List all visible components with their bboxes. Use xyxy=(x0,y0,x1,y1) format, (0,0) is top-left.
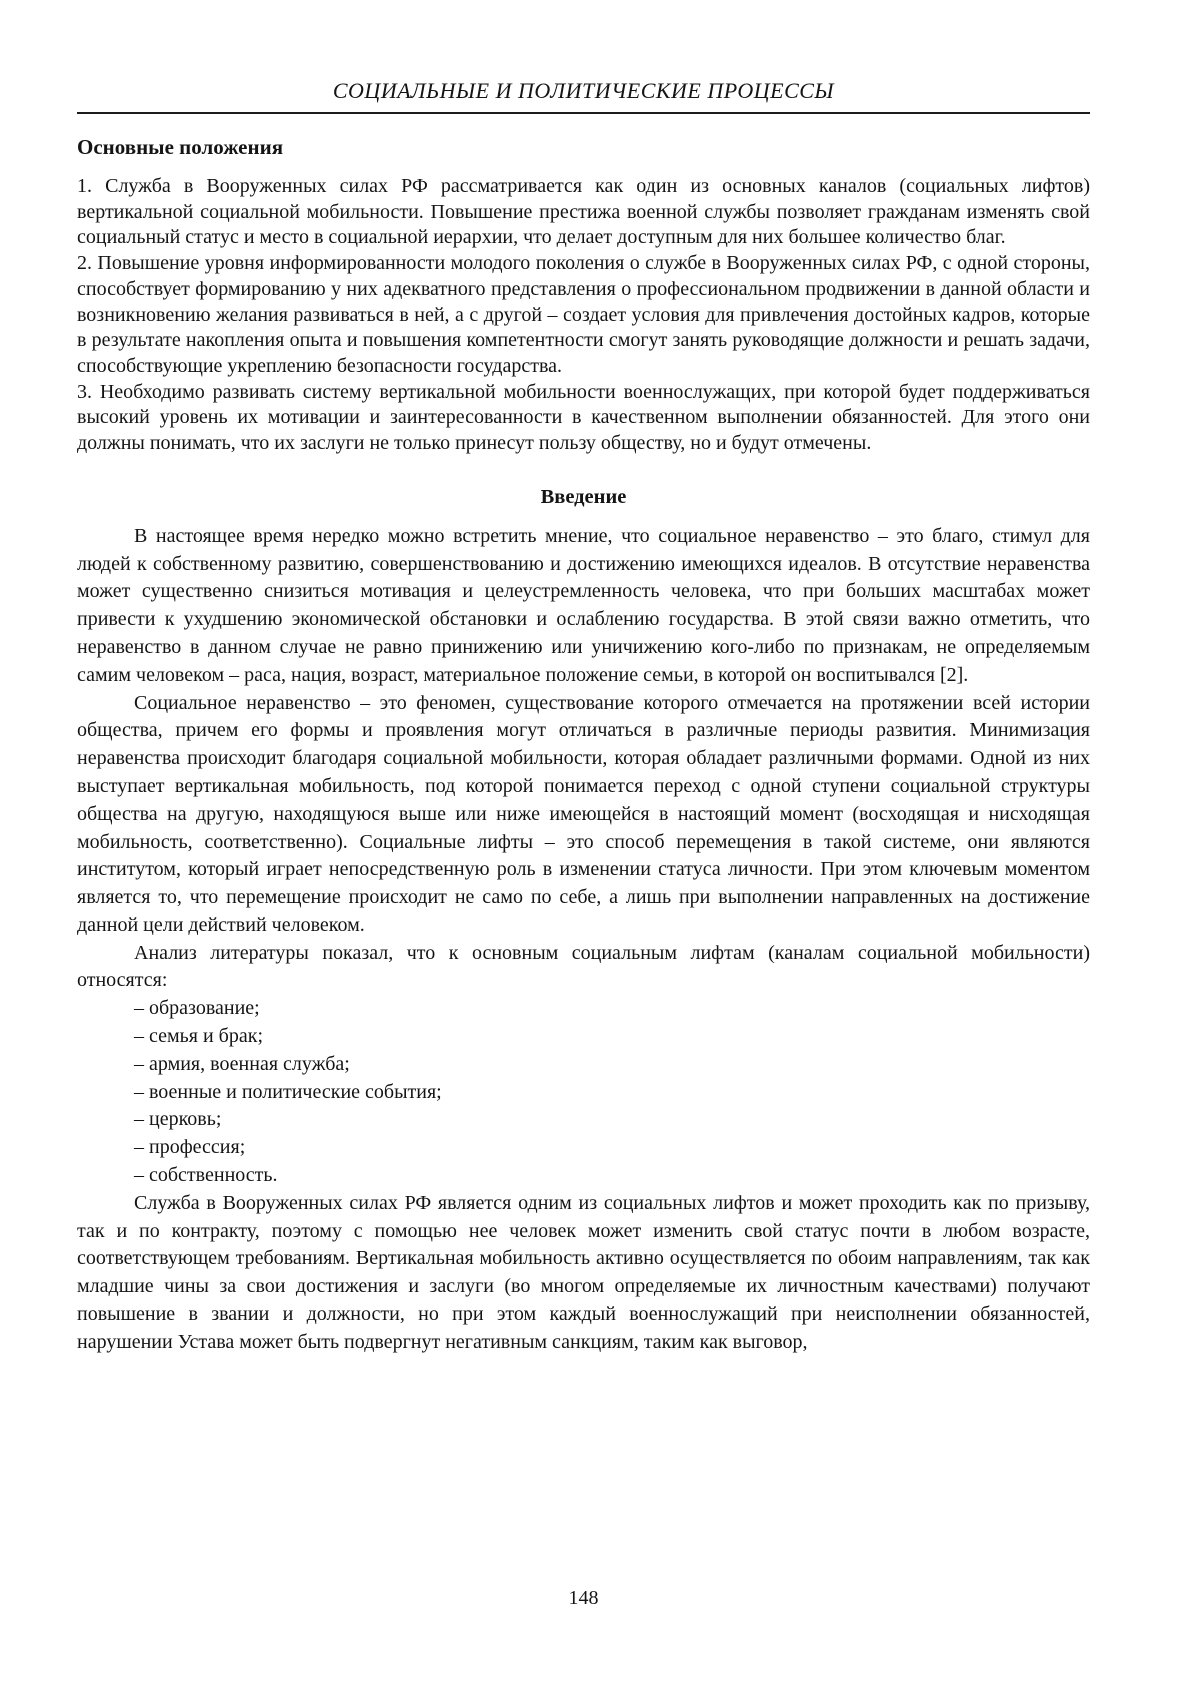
social-lifts-list xyxy=(77,995,1090,1190)
introduction-paragraph-3: Анализ литературы показал, что к основным социальным лифтам (каналам социальной мобильности) относятся: xyxy=(77,941,1090,992)
list-item-family: – семья и брак; xyxy=(134,1025,264,1048)
key-point-paragraph-2: 2. Повышение уровня информированности молодого поколения о службе в Вооруженных силах РФ, с одной стороны, способствует формированию у них адекватного представления о профессиональном продвижении в данной области и возникновению желания развиваться в ней, а с другой – создает условия для привлечения достойных кадров, которые в результате накопления опыта и повышения компетентности смогут занять руководящие должности и решать задачи, способствующие укреплению безопасности государства. xyxy=(77,252,1090,377)
list-item-events: – военные и политические события; xyxy=(134,1080,442,1103)
introduction-heading: Введение xyxy=(540,485,627,508)
page-header xyxy=(77,0,1090,114)
list-item-education: – образование; xyxy=(134,997,260,1020)
list-item-church: – церковь; xyxy=(134,1108,222,1131)
introduction-paragraph-1: В настоящее время нередко можно встретить мнение, что социальное неравенство – это благо, стимул для людей к собственному развитию, совершенствованию и достижению имеющихся идеалов. В отсутствие неравенства может существенно снизиться мотивация и целеустремленность человека, что при больших масштабах может привести к ухудшению экономической обстановки и ослаблению государства. В этой связи важно отметить, что неравенство в данном случае не равно принижению или уничижению кого-либо по признакам, не определяемым самим человеком – раса, нация, возраст, материальное положение семьи, в которой он воспитывался [2]. xyxy=(77,524,1090,686)
section-introduction xyxy=(77,484,1090,1357)
key-point-paragraph-1: 1. Служба в Вооруженных силах РФ рассматривается как один из основных каналов (социальных лифтов) вертикальной социальной мобильности. Повышение престижа военной службы позволяет гражданам изменять свой социальный статус и место в социальной иерархии, что делает доступным для них большее количество благ. xyxy=(77,175,1090,249)
section-key-points xyxy=(77,134,1090,457)
key-points-heading: Основные положения xyxy=(77,135,284,159)
list-item-army: – армия, военная служба; xyxy=(134,1052,350,1075)
page-number: 148 xyxy=(568,1587,599,1609)
list-item-property: – собственность. xyxy=(134,1164,278,1187)
page-content xyxy=(77,0,1090,1357)
introduction-paragraph-2: Социальное неравенство – это феномен, существование которого отмечается на протяжении всей истории общества, причем его формы и проявления могут отличаться в различные периоды развития. Минимизация неравенства происходит благодаря социальной мобильности, которая обладает различными формами. Одной из них выступает вертикальная мобильность, под которой понимается переход с одной ступени социальной структуры общества на другую, находящуюся выше или ниже имеющейся в настоящий момент (восходящая и нисходящая мобильность, соответственно). Социальные лифты – это способ перемещения в такой системе, они являются институтом, который играет непосредственную роль в изменении статуса личности. При этом ключевым моментом является то, что перемещение происходит не само по себе, а лишь при выполнении направленных на достижение данной цели действий человеком. xyxy=(77,691,1090,936)
introduction-paragraph-4: Служба в Вооруженных силах РФ является одним из социальных лифтов и может проходить как по призыву, так и по контракту, поэтому с помощью нее человек может изменить свой статус почти в любом возрасте, соответствующем требованиям. Вертикальная мобильность активно осуществляется по обоим направлениям, так как младшие чины за свои достижения и заслуги (во многом определяемые их личностным качествами) получают повышение в звании и должности, но при этом каждый военнослужащий при неисполнении обязанностей, нарушении Устава может быть подвергнут негативным санкциям, таким как выговор, xyxy=(77,1191,1090,1353)
running-head-title: СОЦИАЛЬНЫЕ И ПОЛИТИЧЕСКИЕ ПРОЦЕССЫ xyxy=(332,78,835,103)
list-item-profession: – профессия; xyxy=(134,1136,246,1159)
key-point-paragraph-3: 3. Необходимо развивать систему вертикальной мобильности военнослужащих, при которой будет поддерживаться высокий уровень их мотивации и заинтересованности в качественном выполнении обязанностей. Для этого они должны понимать, что их заслуги не только принесут пользу обществу, но и будут отмечены. xyxy=(77,380,1090,455)
